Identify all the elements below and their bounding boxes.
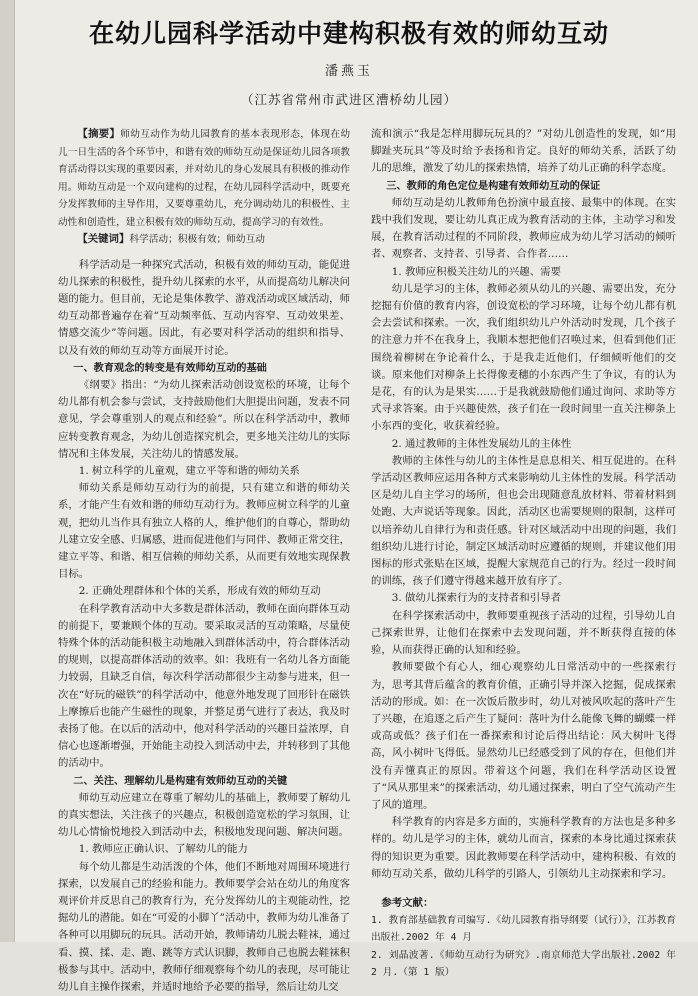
author-name: 潘燕玉 (0, 60, 698, 79)
abstract-label: 【摘要】 (77, 128, 120, 140)
body-paragraph: 在科学探索活动中，教师要重视孩子活动的过程，引导幼儿自己探索世界，让他们在探索中去发现问题，并不断获得直接的体验，从而获得正确的认知和经验。 (371, 608, 676, 660)
spacer (371, 883, 676, 891)
author-affiliation: （江苏省常州市武进区漕桥幼儿园） (0, 90, 698, 108)
references-title: 参考文献： (371, 895, 676, 912)
body-paragraph: 《纲要》指出：“为幼儿探索活动创设宽松的环境，让每个幼儿都有机会参与尝试，支持鼓励他们大胆提出问题，发表不同意见，学会尊重别人的观点和经验”。所以在科学活动中，教师应转变教育观念，为幼儿创造探究机会，更多地关注幼儿的实际情况和主体发展，关注幼儿的情感发展。 (58, 377, 350, 463)
body-paragraph: 流和演示“我是怎样用脚玩玩具的？”对幼儿创造性的发现，如“用脚趾夹玩具”等及时给予表扬和肯定。良好的师幼关系，活跃了幼儿的思维，激发了幼儿的探索热情，培养了幼儿正确的科学态度。 (371, 126, 676, 178)
subsection-heading: 1. 教师应正确认识、了解幼儿的能力 (58, 841, 350, 858)
body-paragraph: 教师要做个有心人，细心观察幼儿日常活动中的一些探索行为，思考其背后蕴含的教育价值，正确引导并深入挖掘，促成探索活动的形成。如：在一次饭后散步时，幼儿对被风吹起的落叶产生了兴趣，在追逐之后产生了疑问：落叶为什么能像飞舞的蝴蝶一样或高或低？孩子们在一番探索和讨论后得出结论：风大树叶飞得高，风小树叶飞得低。显然幼儿已经感受到了风的存在，但他们并没有弄懂真正的原因。带着这个问题，我们在科学活动区设置了“风从那里来”的探索活动，幼儿通过探索，明白了空气流动产生了风的道理。 (371, 659, 676, 814)
right-column (371, 126, 676, 981)
keywords (58, 231, 350, 249)
section-heading: 一、教育观念的转变是有效师幼互动的基础 (58, 360, 350, 377)
body-paragraph: 在科学教育活动中大多数是群体活动，教师在面向群体互动的前提下，要兼顾个体的互动。要采取灵活的互动策略，尽量使特殊个体的活动能积极主动地融入到群体活动中，符合群体活动的规则，以提高群体活动的效率。如：我班有一名幼儿各方面能力较弱，且缺乏自信，每次科学活动都很少主动参与进来，但一次在“好玩的磁铁”的科学活动中，他意外地发现了回形针在磁铁上摩擦后也能产生磁性的现象，并整足勇气进行了表达，我及时表扬了他。在以后的活动中，他对科学活动的兴趣日益浓厚，自信心也逐渐增强，开始能主动投入到活动中去，并转移到了其他的活动中。 (58, 601, 350, 773)
adjacent-page-edge (0, 0, 15, 942)
subsection-heading: 1. 树立科学的儿童观，建立平等和谐的师幼关系 (58, 463, 350, 480)
spacer (58, 249, 350, 257)
reference-item: 2. 刘晶波著.《师幼互动行为研究》.南京师范大学出版社.2002 年 2 月.（第 1 版） (371, 947, 676, 981)
subsection-heading: 2. 通过教师的主体性发展幼儿的主体性 (371, 436, 676, 453)
left-column (58, 126, 350, 996)
section-heading: 二、关注、理解幼儿是构建有效师幼互动的关键 (58, 773, 350, 790)
body-paragraph: 师幼互动应建立在尊重了解幼儿的基础上，教师要了解幼儿的真实想法，关注孩子的兴趣点，积极创造宽松的学习氛围，让幼儿心情愉悦地投入到活动中去，积极地发现问题、解决问题。 (58, 790, 350, 842)
body-paragraph: 科学活动是一种探究式活动，积极有效的师幼互动，能促进幼儿探索的积极性，提升幼儿探索的水平，从而提高幼儿解决问题的能力。但目前，无论是集体教学、游戏活动或区域活动，师幼互动都普遍存在着“互动频率低、互动内容窄、互动效果差、情感交流少”等问题。因此，有必要对科学活动的组织和指导、以及有效的师幼互动等方面展开讨论。 (58, 257, 350, 360)
section-heading: 三、教师的角色定位是构建有效师幼互动的保证 (371, 178, 676, 195)
subsection-heading: 1. 教师应积极关注幼儿的兴趣、需要 (371, 264, 676, 281)
body-paragraph: 每个幼儿都是生动活泼的个体，他们不断地对周围环境进行探索，以发展自己的经验和能力。教师要学会站在幼儿的角度客观评价并反思自己的教育行为，充分发挥幼儿的主观能动性，挖掘幼儿的潜能。如在“可爱的小脚丫”活动中，教师为幼儿准备了各种可以用脚玩的玩具。活动开始，教师请幼儿脱去鞋袜，通过看、摸、揉、走、跑、跳等方式认识脚，教师自己也脱去鞋袜积极参与其中。活动中，教师仔细观察每个幼儿的表现，尽可能让幼儿自主操作探索，并适时地给予必要的指导，然后让幼儿交 (58, 859, 350, 996)
keywords-text: 科学活动；积极有效；师幼互动 (129, 234, 265, 245)
body-paragraph: 师幼关系是师幼互动行为的前提，只有建立和谐的师幼关系，才能产生有效和谐的师幼互动行为。教师应树立科学的儿童观，把幼儿当作具有独立人格的人，维护他们的自尊心，帮助幼儿建立安全感、归属感，进而促进他们与同伴、教师正常交往，建立平等、和谐、相互信赖的师幼关系，从而更有效地实现保教目标。 (58, 480, 350, 583)
body-paragraph: 师幼互动是幼儿教师角色扮演中最直接、最集中的体现。在实践中我们发现，要让幼儿真正成为教育活动的主体，主动学习和发展，在教育活动过程的不同阶段，教师应成为幼儿学习活动的倾听者、观察者、支持者、引导者、合作者…… (371, 195, 676, 264)
body-paragraph: 教师的主体性与幼儿的主体性是息息相关、相互促进的。在科学活动区教师应运用各种方式来影响幼儿主体性的发展。科学活动区是幼儿自主学习的场所，但也会出现随意乱放材料、带着材料到处跑、大声说话等现象。因此，活动区也需要规则的限制，这样可以培养幼儿自律行为和责任感。针对区域活动中出现的问题，我们组织幼儿进行讨论，制定区域活动时应遵循的规则，并建议他们用图标的形式张贴在区域，提醒大家规范自己的行为。经过一段时间的训练，孩子们遵守得越来越开放有序了。 (371, 453, 676, 591)
right-body (371, 126, 676, 883)
abstract-text: 师幼互动作为幼儿园教育的基本表现形态，体现在幼儿一日生活的各个环节中，和谐有效的师幼互动是保证幼儿园各项教育活动得以实现的重要因素，并对幼儿的身心发展具有积极的推动作用。师幼互动是一个双向建构的过程，在幼儿园科学活动中，既要充分发挥教师的主导作用，又要尊重幼儿，充分调动幼儿的积极性、主动性和创造性，建立积极有效的师幼互动，提高学习的有效性。 (58, 129, 350, 228)
abstract (58, 126, 350, 231)
left-body (58, 257, 350, 996)
subsection-heading: 3. 做幼儿探索行为的支持者和引导者 (371, 590, 676, 607)
body-paragraph: 科学教育的内容是多方面的，实施科学教育的方法也是多种多样的。幼儿是学习的主体，就幼儿而言，探索的本身比通过探索获得的知识更为重要。因此教师要在科学活动中，建构积极、有效的师幼互动关系，做幼儿科学的引路人，引领幼儿主动探索和学习。 (371, 814, 676, 883)
article-title: 在幼儿园科学活动中建构积极有效的师幼互动 (0, 14, 698, 50)
body-paragraph: 幼儿是学习的主体，教师必须从幼儿的兴趣、需要出发，充分挖掘有价值的教育内容，创设宽松的学习环境，让每个幼儿都有机会去尝试和探索。一次，我们组织幼儿户外活动时发现，几个孩子的注意力并不在我身上，我顺本想把他们召唤过来，但看到他们正围绕着柳树在争论着什么，于是我走近他们，仔细倾听他们的交谈。原来他们对柳条上长得像麦穗的小东西产生了争议，有的认为是花，有的认为是果实……于是我就鼓励他们通过询问、求助等方式寻求答案。由于兴趣使然，孩子们在一段时间里一直关注柳条上小东西的变化，收获着经验。 (371, 281, 676, 436)
subsection-heading: 2. 正确处理群体和个体的关系，形成有效的师幼互动 (58, 583, 350, 600)
reference-item: 1. 教育部基础教育司编写.《幼儿园教育指导纲要（试行）》，江苏教育出版社.2002 年 4 月 (371, 912, 676, 946)
keywords-label: 【关键词】 (77, 233, 129, 245)
